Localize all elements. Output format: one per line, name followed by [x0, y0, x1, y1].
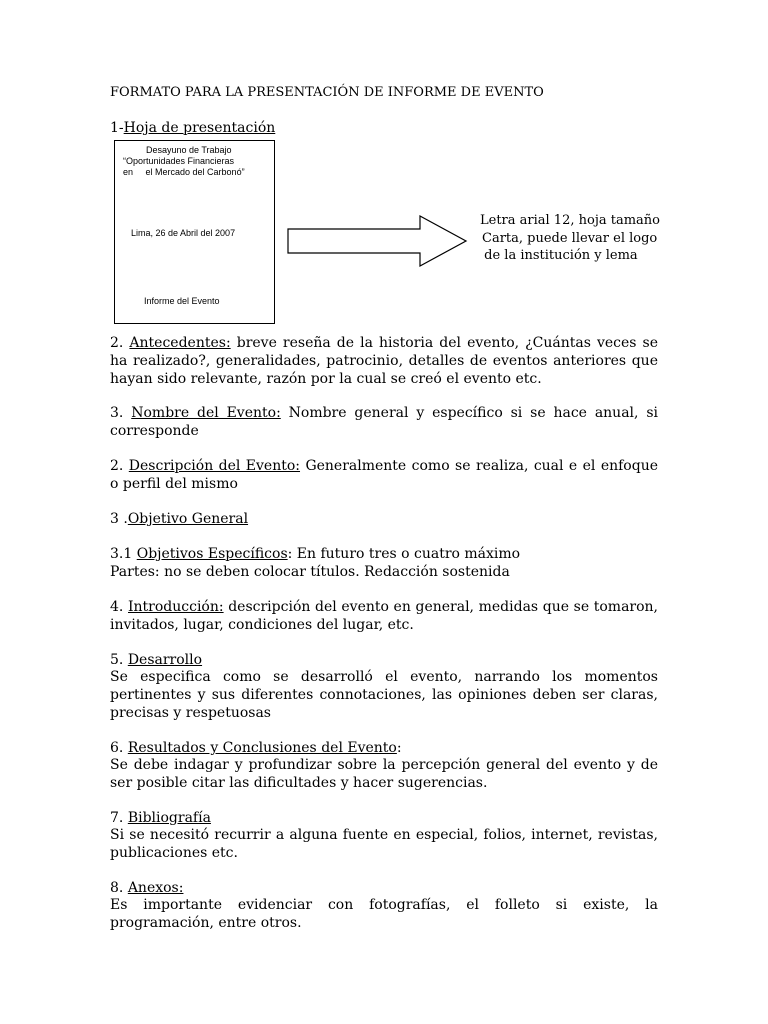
cover-heading: [110, 119, 275, 137]
format-note-line-1: Letra arial 12, hoja tamaño: [480, 213, 660, 228]
section-suffix: :: [396, 740, 402, 756]
section-desarrollo-heading: [110, 651, 202, 669]
cover-line-1: Desayuno de Trabajo: [146, 145, 232, 155]
section-label: Descripción del Evento:: [128, 458, 301, 474]
arrow-right-icon: [286, 214, 468, 268]
cover-date: Lima, 26 de Abril del 2007: [131, 228, 236, 238]
section-number: 3 .: [110, 511, 128, 527]
section-descripcion-evento: [110, 457, 658, 493]
document-title: FORMATO PARA LA PRESENTACIÓN DE INFORME DE EVENTO: [110, 85, 544, 100]
section-number: 7.: [110, 810, 128, 826]
section-text: Generalmente como se realiza, cual e el enfoque o perfil del mismo: [110, 458, 659, 492]
section-number: 4.: [110, 599, 128, 615]
section-number: 2.: [110, 335, 130, 351]
section-text: breve reseña de la historia del evento, ¿Cuántas veces se ha realizado?, generalidades, patrocinio, detalles de eventos anteriores que hayan sido relevante, razón por la cual se creó el evento etc.: [110, 335, 658, 387]
section-bibliografia-heading: [110, 809, 211, 827]
section-label: Bibliografía: [127, 810, 211, 826]
section-anexos-text: Es importante evidenciar con fotografías, el folleto si existe, la programación, entre otros.: [110, 897, 658, 931]
section-label: Introducción:: [128, 599, 224, 615]
section-desarrollo-text: Se especifica como se desarrolló el evento, narrando los momentos pertinentes y sus diferentes connotaciones, las opiniones deben ser claras, precisas y respetuosas: [110, 669, 658, 721]
section-objetivos-especificos-line-2: Partes: no se deben colocar títulos. Redacción sostenida: [110, 564, 510, 580]
cover-line-3: en el Mercado del Carbonó”: [123, 167, 245, 177]
section-label: Nombre del Evento:: [131, 405, 281, 421]
section-number: 5.: [110, 652, 128, 668]
cover-heading-number: 1-: [110, 120, 124, 136]
section-introduccion: [110, 598, 658, 634]
section-text: : En futuro tres o cuatro máximo: [287, 546, 521, 562]
section-label: Anexos:: [127, 880, 184, 896]
section-number: 3.: [110, 405, 132, 421]
section-label: Objetivo General: [127, 511, 249, 527]
section-number: 6.: [110, 740, 128, 756]
section-number: 8.: [110, 880, 128, 896]
section-resultados-text: Se debe indagar y profundizar sobre la percepción general del evento y de ser posible citar las dificultades y hacer sugerencias.: [110, 757, 658, 791]
cover-line-2: “Oportunidades Financieras: [123, 156, 235, 166]
section-number: 2.: [110, 458, 129, 474]
section-antecedentes: [110, 334, 658, 388]
section-objetivos-especificos: [110, 545, 520, 563]
section-anexos-heading: [110, 879, 183, 897]
section-label: Desarrollo: [127, 652, 203, 668]
format-note-line-2: Carta, puede llevar el logo: [482, 230, 658, 246]
section-label: Resultados y Conclusiones del Evento: [127, 740, 397, 756]
section-label: Antecedentes:: [129, 335, 231, 351]
section-label: Objetivos Específicos: [136, 546, 288, 562]
section-objetivo-general: [110, 510, 248, 528]
section-resultados-heading: [110, 739, 402, 757]
section-nombre-evento: [110, 404, 658, 440]
section-bibliografia-text: Si se necesitó recurrir a alguna fuente en especial, folios, internet, revistas, publicaciones etc.: [110, 827, 658, 861]
cover-footer: Informe del Evento: [144, 296, 220, 306]
section-number: 3.1: [110, 546, 137, 562]
cover-heading-label: Hoja de presentación: [123, 120, 276, 136]
format-note-line-3: de la institución y lema: [480, 248, 638, 263]
format-note: [480, 212, 660, 265]
section-text: Nombre general y específico si se hace anual, si corresponde: [110, 405, 658, 439]
section-text: descripción del evento en general, medidas que se tomaron, invitados, lugar, condiciones del lugar, etc.: [110, 599, 659, 633]
